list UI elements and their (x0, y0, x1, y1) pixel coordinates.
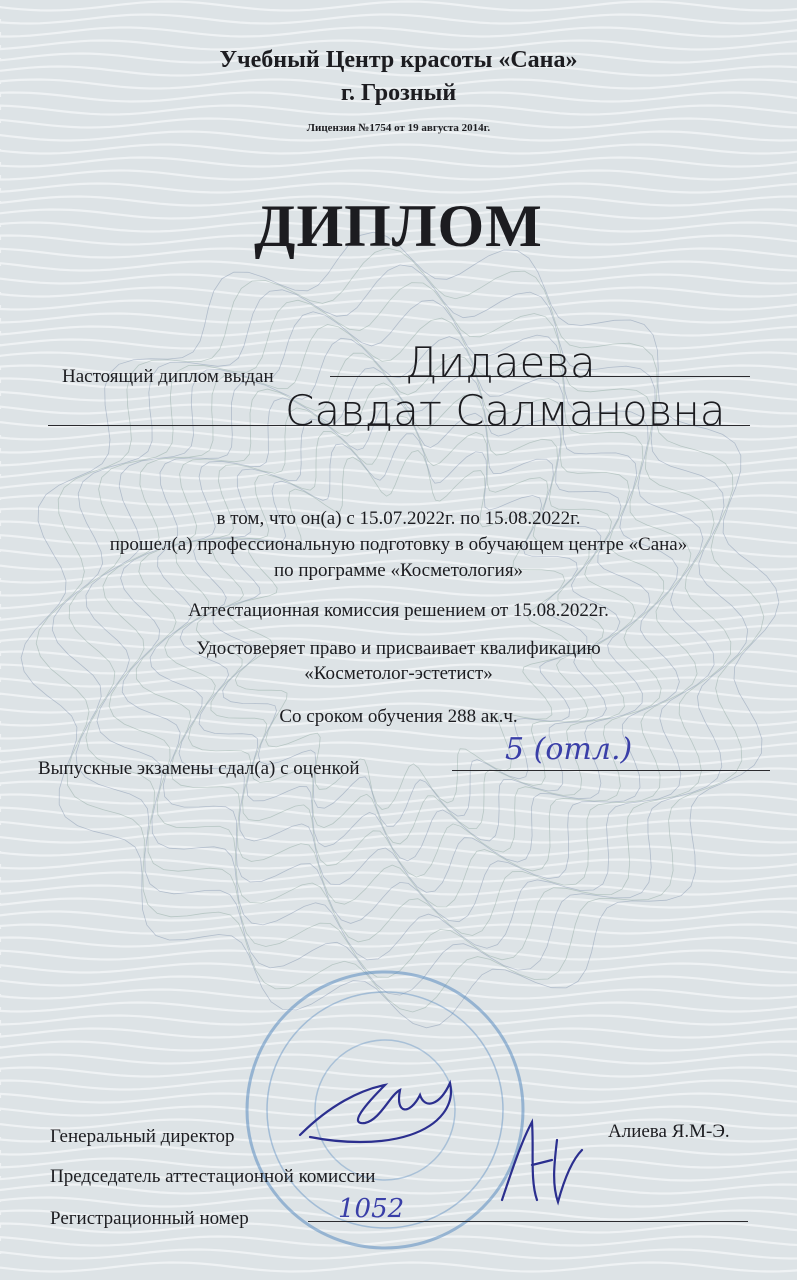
certification-statement: Удостоверяет право и присваивает квалификацию (196, 638, 601, 659)
recipient-surname: Дидаева (405, 338, 596, 387)
director-signature (290, 1065, 490, 1155)
training-statement: прошел(а) профессиональную подготовку в обучающем центре «Сана» (109, 534, 688, 555)
city: г. Грозный (340, 80, 457, 106)
guilloche-rosette (21, 232, 779, 1028)
director-label: Генеральный директор (50, 1126, 235, 1147)
commission-chair-label: Председатель аттестационной комиссии (50, 1166, 376, 1187)
commission-decision: Аттестационная комиссия решением от 15.08.2022г. (188, 600, 609, 621)
registration-number: 1052 (338, 1194, 405, 1224)
qualification-title: «Косметолог-эстетист» (304, 663, 493, 684)
license-info: Лицензия №1754 от 19 августа 2014г. (306, 122, 491, 134)
director-name: Алиева Я.М-Э. (608, 1121, 730, 1142)
exam-label: Выпускные экзамены сдал(а) с оценкой (38, 758, 360, 779)
exam-line (452, 770, 770, 771)
recipient-given-names: Савдат Салмановна (285, 386, 726, 435)
registration-label: Регистрационный номер (50, 1208, 249, 1229)
document-title: ДИПЛОМ (254, 193, 543, 259)
commission-chair-signature (492, 1110, 592, 1210)
recipient-label: Настоящий диплом выдан (62, 366, 274, 387)
exam-grade: 5 (отл.) (505, 732, 633, 767)
organization-name: Учебный Центр красоты «Сана» (219, 47, 578, 73)
program-name: по программе «Косметология» (273, 560, 524, 581)
training-duration: Со сроком обучения 288 ак.ч. (279, 706, 518, 727)
study-period: в том, что он(а) с 15.07.2022г. по 15.08.2022г. (216, 508, 581, 529)
